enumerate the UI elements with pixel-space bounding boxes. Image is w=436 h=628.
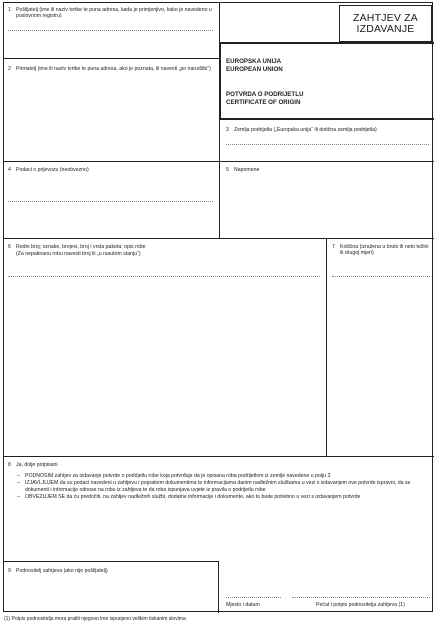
box9-number: 9 [8, 568, 11, 574]
box1-text: Pošiljatelj (ime ili naziv tvrtke te puna adresa, kada je primjenjivo, kako je navedeno u poslovnom registru) [16, 7, 212, 20]
box2-text: Primatelj (ime ili naziv tvrtke te puna adresa, ako je poznata, ili navesti „po narudžbi“) [16, 66, 211, 72]
box5-number: 5 [226, 167, 229, 173]
divider [219, 3, 220, 238]
eu-block [219, 42, 434, 120]
box4-text: Podaci o prijevozu (neobvezno) [16, 167, 89, 173]
divider [4, 456, 434, 457]
divider [4, 161, 434, 162]
place-date-line[interactable] [226, 597, 281, 598]
footnote: (1) Potpis podnositelja mora pratiti njegovo ime ispunjeno velikim tiskanim slovima [4, 616, 186, 622]
box1-fill-line[interactable] [8, 30, 213, 31]
eu-line2: EUROPEAN UNION [226, 66, 283, 73]
box5-label [226, 167, 431, 173]
box2-label [8, 66, 213, 72]
box4-number: 4 [8, 167, 11, 173]
box6-subtext: (Za nepakiranu robu navesti broj ili „u rasutom stanju“) [16, 251, 141, 258]
box7-fill-line[interactable] [332, 276, 430, 277]
box8-text: Ja, dolje potpisani [16, 462, 58, 468]
eu-line3: POTVRDA O PODRIJETLU [226, 91, 304, 98]
declaration-list [16, 473, 430, 501]
box9-label [8, 568, 213, 574]
box6-number: 6 [8, 244, 11, 250]
declaration-item: – OBVEZUJEM SE da ću predočiti, na zahtjev nadležnih službi, dodatne informacije i dokumente, ako to bude potrebno u vezi s izdavanjem potvrde [16, 494, 430, 500]
box4-fill-line[interactable] [8, 201, 213, 202]
place-date-label: Mjesto i datum [226, 602, 260, 608]
box9-text: Podnositelj zahtjeva (ako nije pošiljatelj) [16, 568, 108, 574]
declaration-item: – PODNOSIM zahtjev za izdavanje potvrde o podrijetlu robe koja potvrđuje da je opisana roba podrijetlom iz zemlje navedene u polju 3 [16, 473, 430, 479]
box7-label [332, 244, 430, 256]
box5-text: Napomene [234, 167, 260, 173]
signature-label: Pečat i potpis podnositelja zahtjeva (1) [316, 602, 405, 608]
form-title [339, 5, 432, 42]
box8-label [8, 462, 208, 468]
eu-line4: CERTIFICATE OF ORIGIN [226, 99, 301, 106]
box6-fill-line[interactable] [8, 276, 320, 277]
title-line2: IZDAVANJE [356, 23, 415, 35]
box7-number: 7 [332, 244, 335, 250]
divider [4, 58, 219, 59]
title-line1: ZAHTJEV ZA [352, 12, 418, 24]
box3-fill-line[interactable] [226, 144, 429, 145]
box6-text: Redni broj; oznake, brojevi, broj i vrsta paketa; opis robe [16, 244, 146, 250]
box8-number: 8 [8, 462, 11, 468]
declaration-item: – IZJAVLJUJEM da su podaci navedeni u zahtjevu i popratnim dokumentima te informacijama danim nadležnim službama u vezi s izdavanjem ove potvrde ispravni, da se dokumenti i informacije odnose na robu iz zahtjeva te da roba ispunjava uvjete iz pravila o podrijetlu robe [16, 480, 430, 493]
box3-number: 3 [226, 127, 229, 133]
eu-line1: EUROPSKA UNIJA [226, 58, 282, 65]
box7-text: Količina (izražena u bruto ili neto težini ili drugoj mjeri) [340, 244, 429, 257]
box6-label [8, 244, 320, 257]
box1-label [8, 7, 213, 19]
box3-label [226, 127, 431, 133]
box1-number: 1 [8, 7, 11, 13]
box2-number: 2 [8, 66, 11, 72]
box4-label [8, 167, 213, 173]
application-form [3, 2, 433, 612]
signature-line[interactable] [292, 597, 430, 598]
divider [326, 238, 327, 456]
box3-text: Zemlja podrijetla („Europska unija“ ili dotična zemlja podrijetla) [234, 127, 377, 133]
divider [4, 238, 434, 239]
